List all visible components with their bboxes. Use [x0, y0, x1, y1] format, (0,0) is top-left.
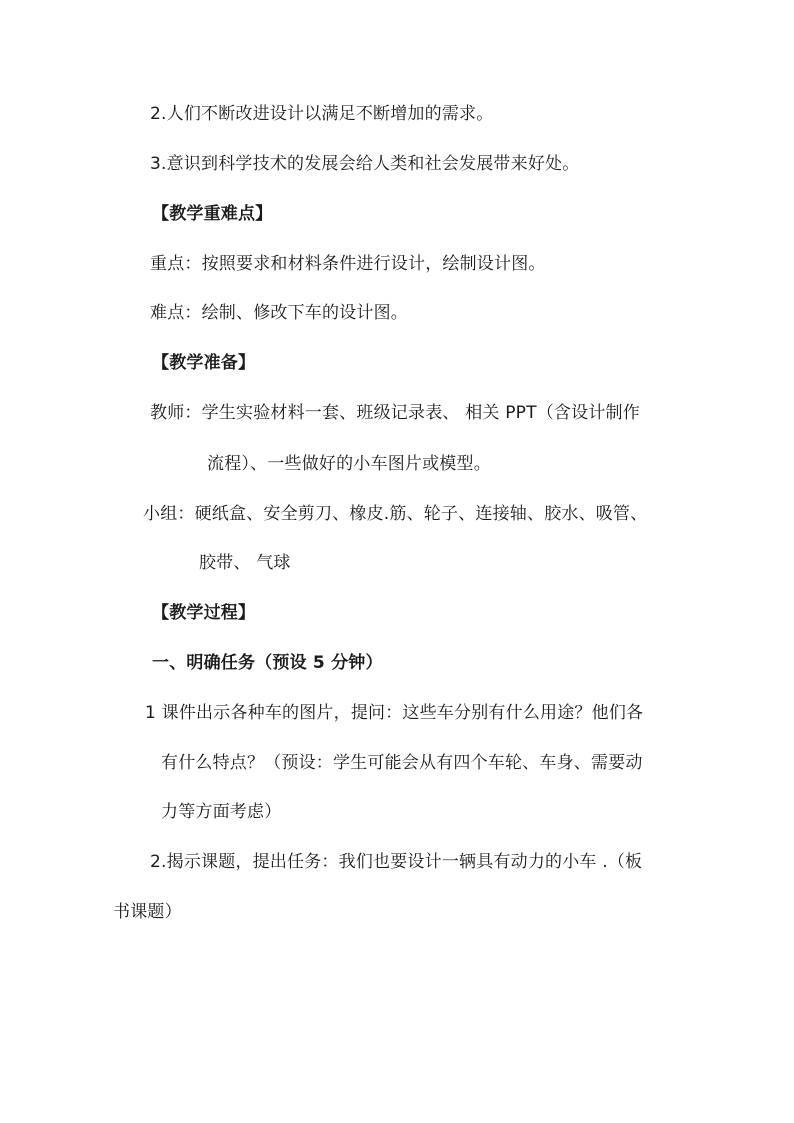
heading-preparation: 【教学准备】: [152, 353, 256, 373]
teacher-preparation-cont: 流程）、一些做好的小车图片或模型。: [207, 454, 491, 474]
step-1-cont-2: 力等方面考虑）: [161, 802, 282, 822]
section-1-title: 一、明确任务（预设 5 分钟）: [152, 653, 383, 673]
step-2: 2.揭示课题，提出任务：我们也要设计一辆具有动力的小车 .（板: [150, 852, 643, 872]
difficult-point: 难点：绘制、修改下车的设计图。: [150, 303, 408, 323]
group-preparation-cont: 胶带、 气球: [199, 553, 291, 573]
step-2-cont: 书课题）: [113, 902, 182, 922]
objective-2: 2.人们不断改进设计以满足不断增加的需求。: [150, 104, 494, 124]
heading-key-difficult-points: 【教学重难点】: [152, 204, 273, 224]
teacher-preparation: 教师：学生实验材料一套、班级记录表、 相关 PPT（含设计制作: [150, 403, 640, 423]
group-preparation: 小组：硬纸盒、安全剪刀、橡皮.筋、轮子、连接轴、胶水、吸管、: [143, 504, 648, 524]
key-point: 重点：按照要求和材料条件进行设计，绘制设计图。: [150, 254, 546, 274]
step-1-cont-1: 有什么特点？（预设：学生可能会从有四个车轮、车身、需要动: [161, 753, 643, 773]
heading-process: 【教学过程】: [152, 603, 256, 623]
objective-3: 3.意识到科学技术的发展会给人类和社会发展带来好处。: [150, 154, 580, 174]
step-1: 1 课件出示各种车的图片，提问：这些车分别有什么用途？他们各: [145, 703, 644, 723]
